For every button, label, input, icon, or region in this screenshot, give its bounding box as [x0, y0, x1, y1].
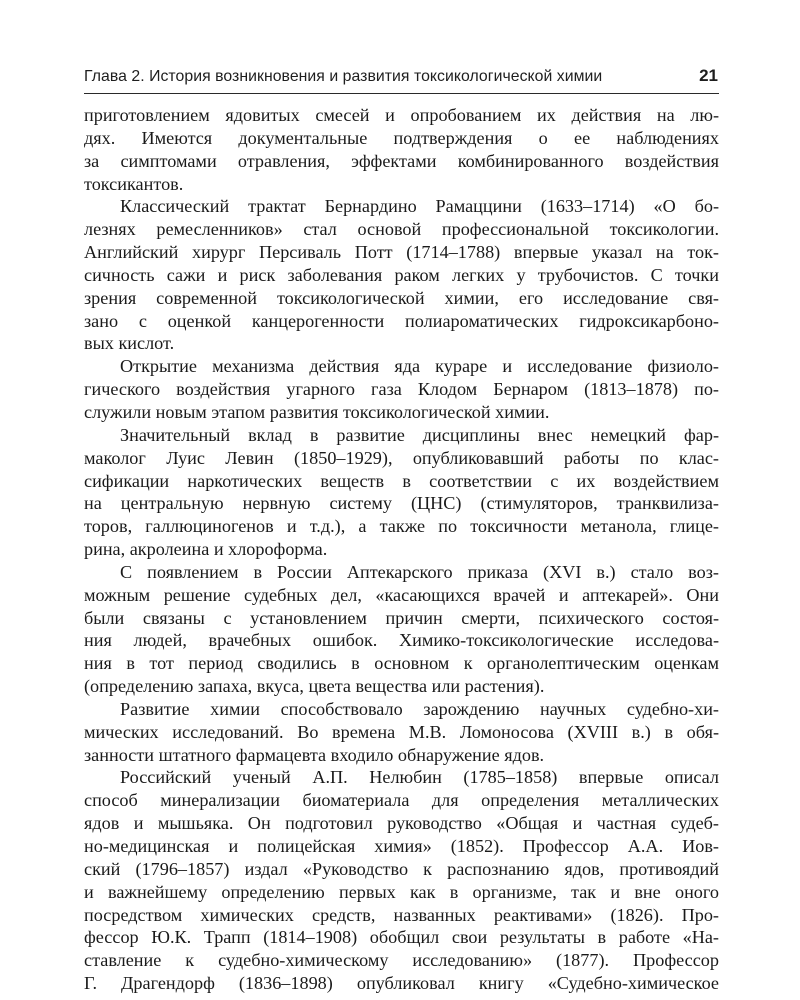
- text-line: фессор Ю.К. Трапп (1814–1908) обобщил свои результаты в работе «На-: [84, 927, 719, 948]
- text-line: мических исследований. Во времена М.В. Ломоносова (XVIII в.) в обя-: [84, 721, 719, 742]
- text-line: посредством химических средств, названных реактивами» (1826). Про-: [84, 904, 719, 925]
- text-line: Классический трактат Бернардино Рамаццини (1633–1714) «О бо-: [120, 196, 719, 217]
- text-line: Российский ученый А.П. Нелюбин (1785–1858) впервые описал: [120, 767, 719, 788]
- text-line: зано с оценкой канцерогенности полиароматических гидроксикарбоно-: [84, 310, 719, 331]
- text-line: торов, галлюциногенов и т.д.), а также по токсичности метанола, глице-: [84, 516, 719, 537]
- text-line: Английский хирург Персиваль Потт (1714–1788) впервые указал на ток-: [84, 242, 719, 263]
- chapter-title: Глава 2. История возникновения и развития токсикологической химии: [84, 68, 603, 85]
- running-header: [84, 64, 719, 94]
- text-line: и важнейшему определению первых как в организме, так и вне оного: [84, 881, 719, 902]
- text-line: были связаны с установлением причин смерти, психического состоя-: [84, 607, 719, 628]
- text-line: сичность сажи и риск заболевания раком легких у трубочистов. С точки: [84, 264, 719, 285]
- text-line: дях. Имеются документальные подтверждения о ее наблюдениях: [84, 127, 719, 148]
- text-line: на центральную нервную систему (ЦНС) (стимуляторов, транквилиза-: [84, 493, 719, 514]
- text-line: ский (1796–1857) издал «Руководство к распознанию ядов, противоядий: [84, 858, 719, 879]
- text-line: приготовлением ядовитых смесей и опробованием их действия на лю-: [84, 105, 719, 125]
- text-line: сификации наркотических веществ в соответствии с их воздействием: [84, 470, 719, 491]
- text-line: но-медицинская и полицейская химия» (1852). Профессор А.А. Иов-: [84, 836, 719, 856]
- text-line: за симптомами отравления, эффектами комбинированного воздействия: [84, 150, 719, 171]
- text-line: способ минерализации биоматериала для определения металлических: [84, 790, 719, 811]
- text-line: (определению запаха, вкуса, цвета вещества или растения).: [84, 676, 545, 697]
- text-line: ставление к судебно-химическому исследованию» (1877). Профессор: [84, 950, 719, 971]
- body-text: [84, 104, 719, 995]
- text-line: ния в тот период сводились в основном к органолептическим оценкам: [84, 653, 719, 674]
- text-line: ядов и мышьяка. Он подготовил руководство «Общая и частная судеб-: [84, 813, 719, 834]
- text-line: токсикантов.: [84, 173, 184, 194]
- text-line: Значительный вклад в развитие дисциплины внес немецкий фар-: [120, 424, 719, 445]
- text-line: занности штатного фармацевта входило обнаружение ядов.: [84, 744, 545, 765]
- text-line: С появлением в России Аптекарского приказа (XVI в.) стало воз-: [120, 561, 719, 582]
- text-line: можным решение судебных дел, «касающихся врачей и аптекарей». Они: [84, 584, 719, 605]
- text-line: маколог Луис Левин (1850–1929), опубликовавший работы по клас-: [84, 447, 719, 468]
- text-line: гического воздействия угарного газа Клодом Бернаром (1813–1878) по-: [84, 379, 719, 400]
- text-line: лезнях ремесленников» стал основой профессиональной токсикологии.: [84, 219, 719, 240]
- text-line: Г. Драгендорф (1836–1898) опубликовал книгу «Судебно-химическое: [84, 973, 719, 994]
- text-line: Развитие химии способствовало зарождению научных судебно-хи-: [120, 698, 719, 719]
- text-line: Открытие механизма действия яда кураре и исследование физиоло-: [120, 356, 719, 377]
- text-line: служили новым этапом развития токсикологической химии.: [84, 401, 550, 422]
- page-number: 21: [699, 66, 718, 85]
- text-line: рина, акролеина и хлороформа.: [84, 539, 328, 560]
- text-line: зрения современной токсикологической химии, его исследование свя-: [84, 287, 719, 308]
- text-line: ния людей, врачебных ошибок. Химико-токсикологические исследова-: [84, 630, 719, 651]
- text-line: вых кислот.: [84, 333, 175, 354]
